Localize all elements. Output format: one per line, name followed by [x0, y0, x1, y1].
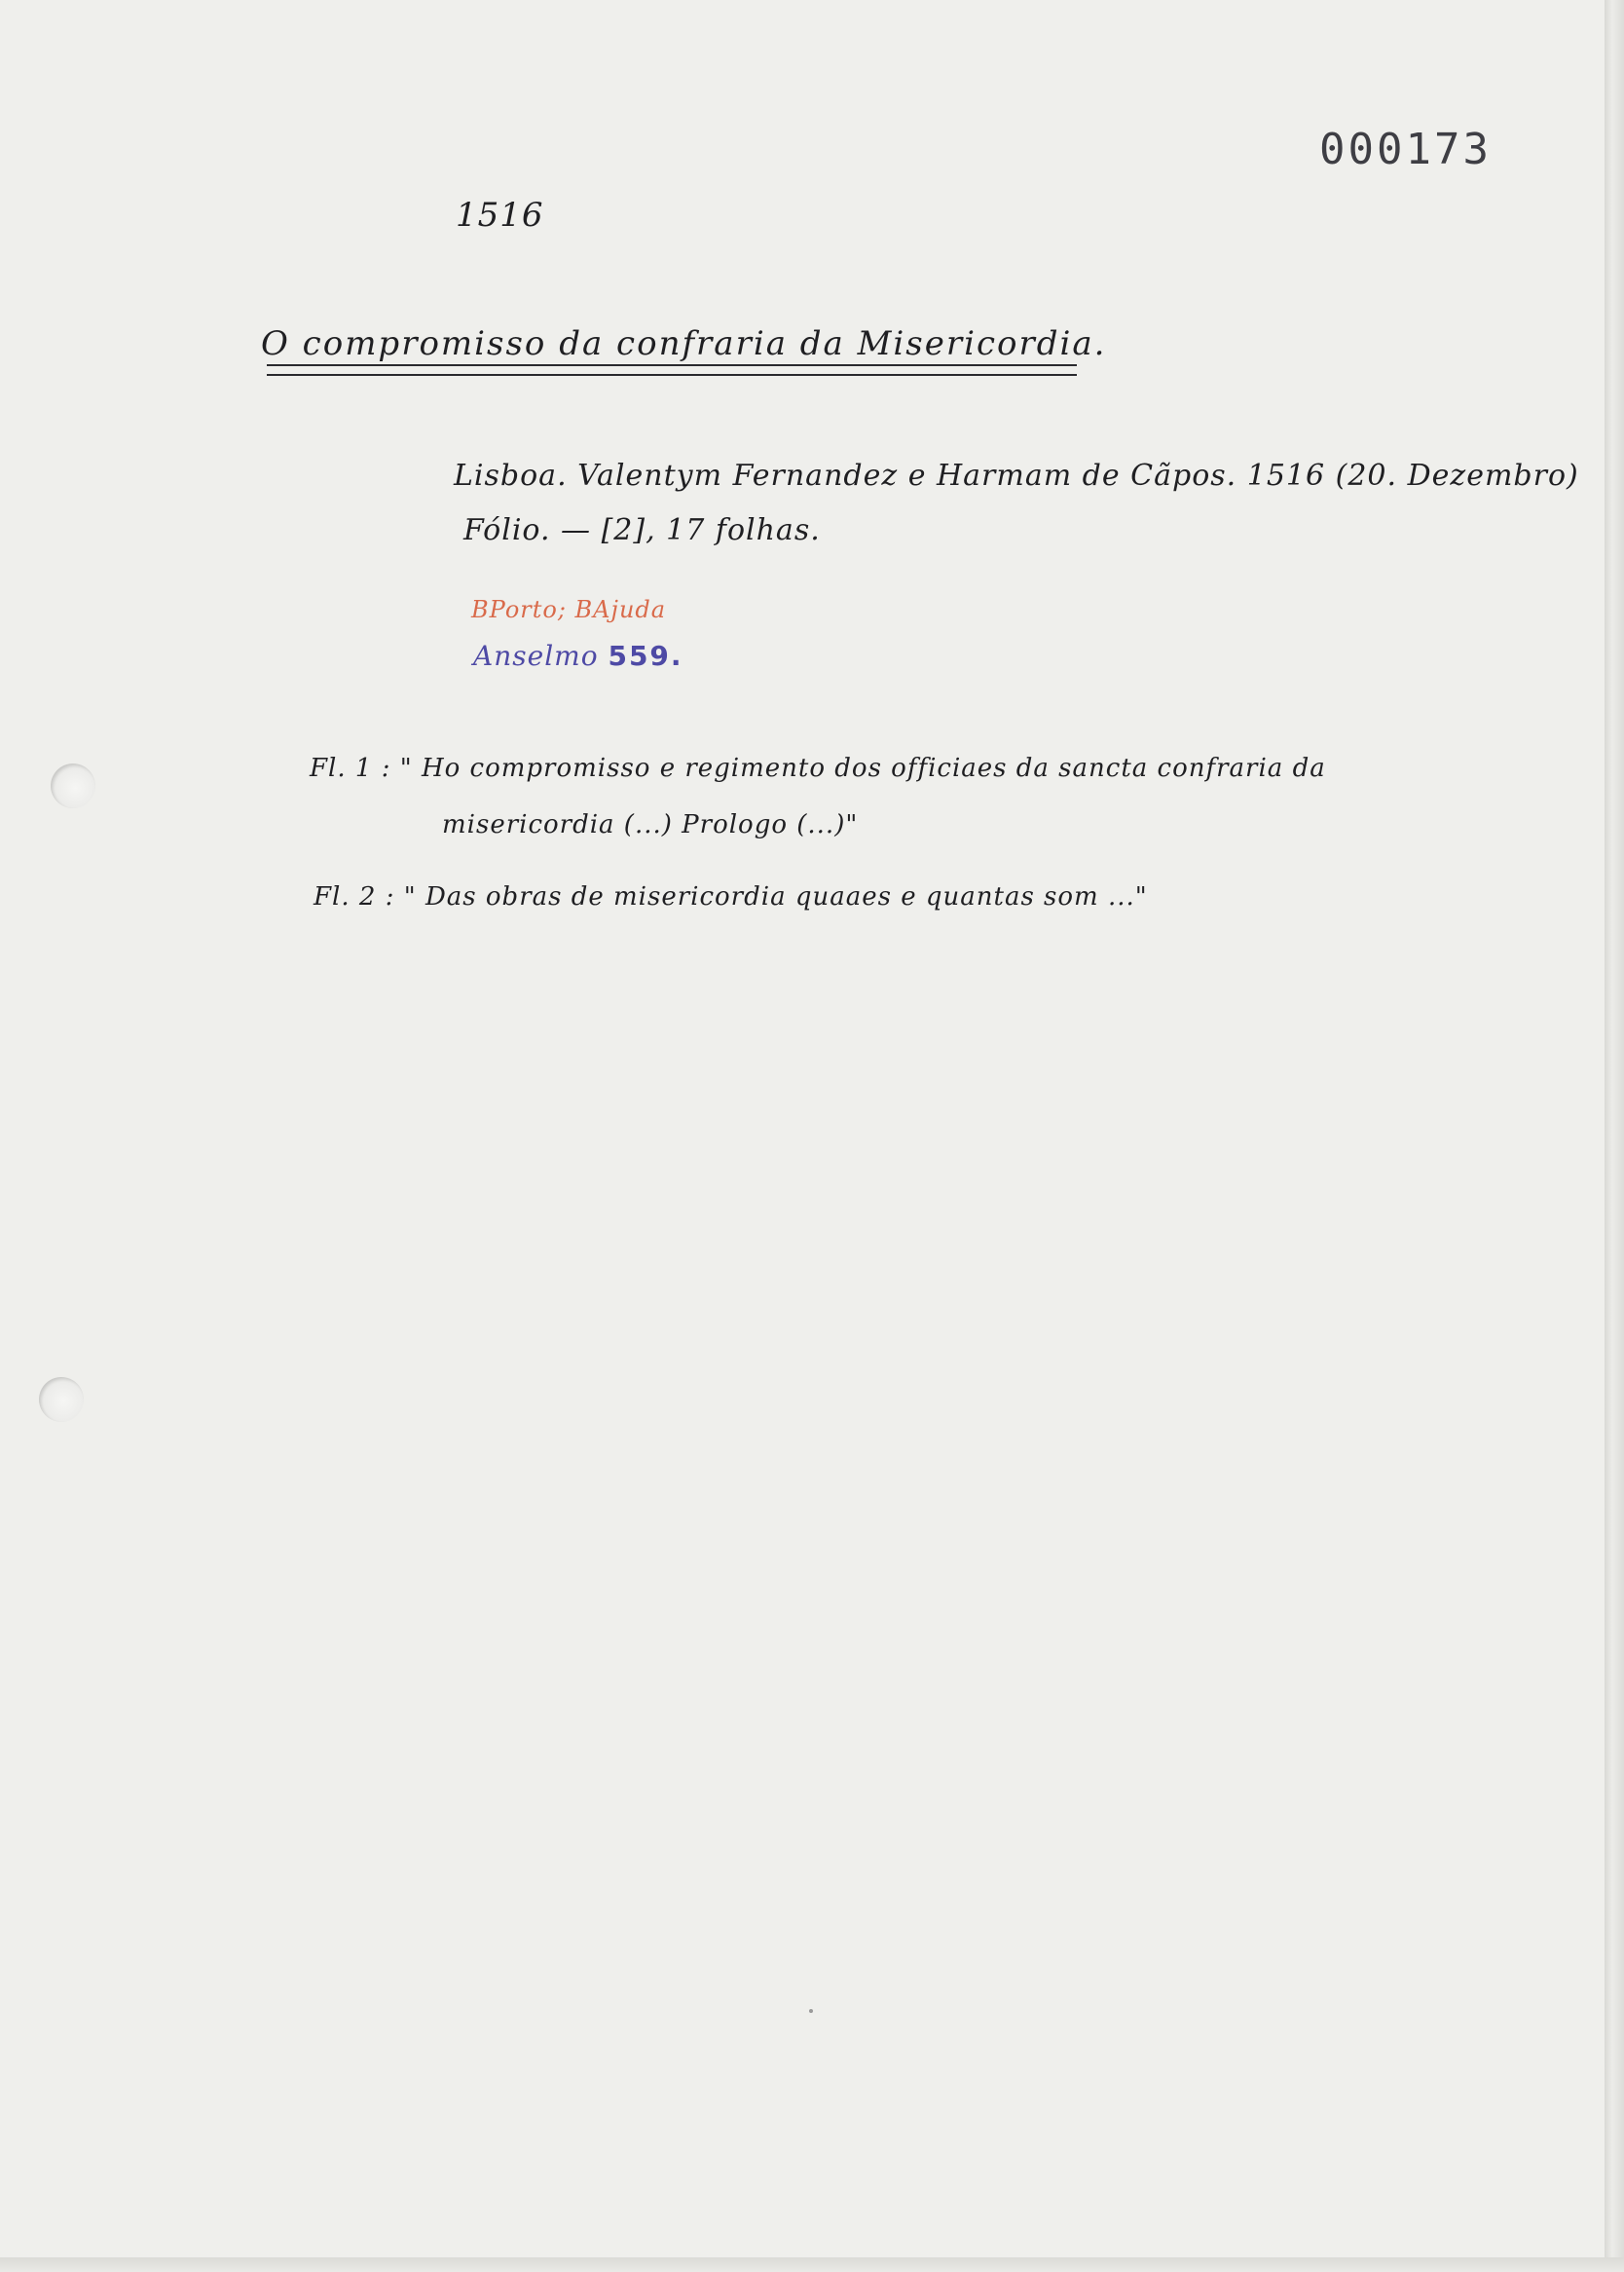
- reference-author: Anselmo: [473, 640, 599, 672]
- punch-hole: [51, 764, 95, 808]
- title-double-underline: [267, 364, 1077, 376]
- incipit-folio-1: Fl. 1 : " Ho compromisso e regimento dos officiaes da sancta confraria da: [310, 754, 1326, 783]
- paper-speck: [809, 2009, 813, 2013]
- punch-hole: [39, 1377, 84, 1422]
- page-edge-bottom: [0, 2257, 1624, 2272]
- holdings-note: BPorto; BAjuda: [471, 596, 667, 623]
- document-title: O compromisso da confraria da Misericordia.: [261, 324, 1107, 363]
- format-line: Fólio. — [2], 17 folhas.: [463, 513, 821, 547]
- reference-number: 559.: [608, 640, 683, 672]
- incipit-folio-2: Fl. 2 : " Das obras de misericordia quaaes e quantas som ...": [314, 882, 1148, 912]
- page-edge-right: [1605, 0, 1624, 2272]
- bibliographic-reference: [473, 640, 683, 672]
- incipit-folio-1-continued: misericordia (...) Prologo (...)": [442, 810, 859, 839]
- publication-year: 1516: [456, 196, 544, 235]
- imprint-line: Lisboa. Valentym Fernandez e Harmam de Cãpos. 1516 (20. Dezembro): [454, 459, 1579, 493]
- sheet-number-stamp: 000173: [1319, 125, 1492, 174]
